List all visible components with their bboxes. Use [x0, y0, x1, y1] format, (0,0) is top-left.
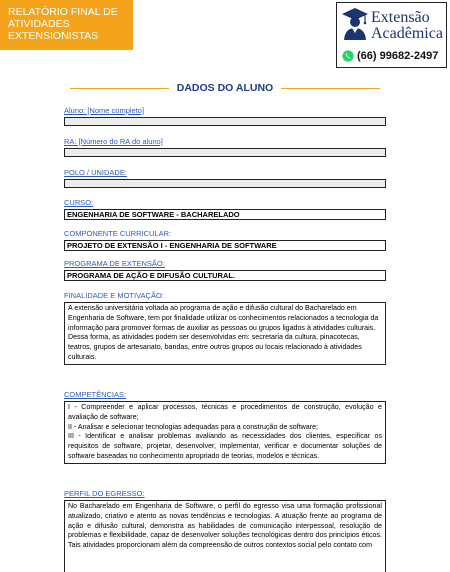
polo-label: POLO / UNIDADE: [64, 168, 127, 177]
section-title: DADOS DO ALUNO [169, 82, 281, 94]
field-ra [64, 137, 386, 157]
componente-value: PROJETO DE EXTENSÃO I - ENGENHARIA DE SOFTWARE [64, 240, 386, 251]
perfil-label: PERFIL DO EGRESSO: [64, 489, 145, 498]
field-competencias [64, 390, 386, 464]
perfil-text: No Bacharelado em Engenharia de Software, o perfil do egresso visa uma formação profissional atualizado, criativo e atento as novas tendências e tecnologias. A atuação frente ao programa de ação e difusão cultural, demonstra as habilidades de comunicação interpessoal, resolução de problemas e flexibilidade, capaz de desenvolver soluções tecnológicas dentro dos princípios éticos. Tais atividades proporcionam além da compreensão de outros contextos social pelo contato com [64, 500, 386, 572]
graduate-icon [341, 7, 369, 41]
field-aluno [64, 106, 386, 126]
curso-value: ENGENHARIA DE SOFTWARE - BACHARELADO [64, 209, 386, 220]
section-header [70, 81, 380, 95]
finalidade-text: A extensão universitária voltada ao programa de ação e difusão cultural do Bacharelado em Engenharia de Software, tem por finalidade utilizar os conhecimentos relacionados a tecnologia da informação para promover formas de auxiliar as pessoas ou grupos ligados à atividades culturais. Dessa forma, as atividades podem ser desenvolvidas em: secretaria da cultura, pinacotecas, teatros, grupos de artesanato, bandas, entre outros grupos ou locais relacionado à atividades culturais. [64, 302, 386, 365]
report-title-line-2: ATIVIDADES [8, 18, 70, 30]
whatsapp-icon [342, 50, 354, 62]
aluno-label: Aluno: [Nome completo] [64, 106, 145, 115]
competencia-item: I - Compreender e aplicar processos, técnicas e procedimentos de construção, evolução e avaliação de software; [68, 403, 382, 421]
field-programa [64, 259, 386, 281]
curso-label: CURSO: [64, 198, 94, 207]
report-title-banner [0, 0, 133, 50]
competencia-item: II - Analisar e selecionar tecnologias adequadas para a construção de software; [68, 422, 319, 431]
field-polo [64, 168, 386, 188]
field-curso [64, 198, 386, 220]
aluno-input[interactable] [64, 117, 386, 126]
field-componente [64, 229, 386, 251]
ra-input[interactable] [64, 148, 386, 157]
report-title-line-3: EXTENSIONISTAS [8, 30, 99, 42]
finalidade-label: FINALIDADE E MOTIVAÇÃO: [64, 291, 164, 300]
report-title-line-1: RELATÓRIO FINAL DE [8, 6, 118, 18]
brand-contact [342, 50, 438, 62]
competencias-list [64, 401, 386, 464]
field-finalidade [64, 291, 386, 365]
brand-phone[interactable]: (66) 99682-2497 [357, 50, 439, 62]
programa-value: PROGRAMA DE AÇÃO E DIFUSÃO CULTURAL. [64, 270, 386, 281]
competencia-item: III - Identificar e analisar problemas avaliando as necessidades dos clientes, especificar os requisitos de software, projetar, desenvolver, implementar, verificar e documentar soluções de software baseadas no conhecimento apropriado de teorias, modelos e técnicas. [68, 432, 382, 460]
componente-label: COMPONENTE CURRICULAR: [64, 229, 172, 238]
field-perfil [64, 489, 386, 572]
polo-input[interactable] [64, 179, 386, 188]
ra-label: RA: [Número do RA do aluno] [64, 137, 163, 146]
brand-name-line-1: Extensão [371, 9, 430, 26]
brand-logo [336, 2, 447, 68]
competencias-label: COMPETÊNCIAS: [64, 390, 127, 399]
brand-name-line-2: Acadêmica [371, 25, 443, 42]
programa-label: PROGRAMA DE EXTENSÃO: [64, 259, 165, 268]
